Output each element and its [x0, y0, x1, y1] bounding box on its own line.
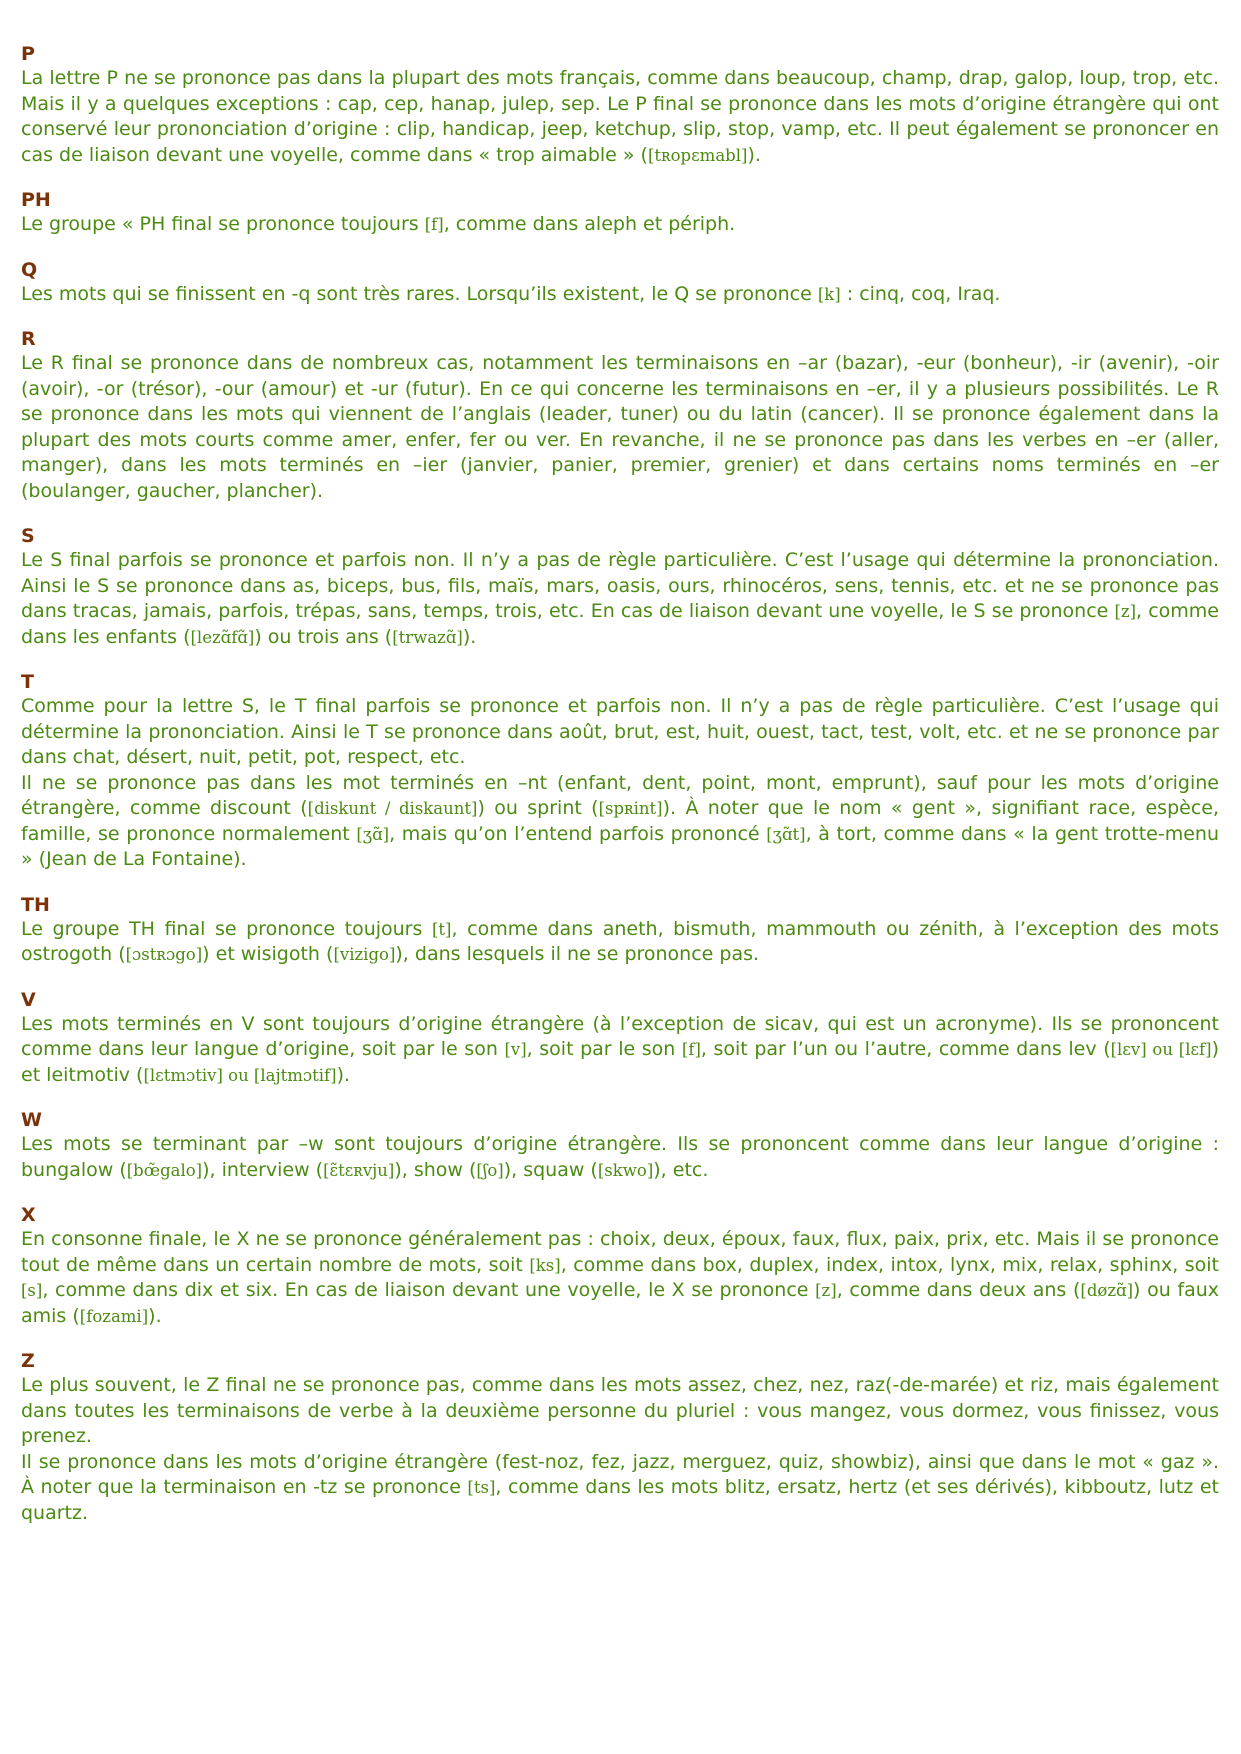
phonetic-transcription: [s]: [21, 1281, 43, 1300]
section-heading: T: [21, 671, 34, 693]
text-run: En consonne finale, le X ne se prononce généralement pas : choix, deux, époux, faux, flux, paix, prix, etc. Mais il se prononce tout de même dans un certain nombre de mots, soit: [21, 1228, 1219, 1276]
phonetic-transcription: [ɔstʀɔgo]: [125, 945, 203, 964]
section-ph: [21, 188, 1219, 238]
section-q: [21, 258, 1219, 308]
phonetic-transcription: [ʒɑ̃t]: [766, 824, 806, 844]
text-run: ).: [148, 1304, 162, 1327]
text-run: ) et wisigoth (: [202, 943, 334, 965]
text-run: Le S final parfois se prononce et parfois non. Il n’y a pas de règle particulière. C’est l’usage qui détermine la prononciation. Ainsi le S se prononce dans as, biceps, bus, fils, maïs, mars, oasis, ours, rhinocéros, sens, tennis, etc. et ne se prononce pas dans tracas, jamais, parfois, trépas, sans, temps, trois, etc. En cas de liaison devant une voyelle, le S se prononce: [21, 549, 1219, 622]
phonetic-transcription: [ʒɑ̃]: [356, 824, 390, 844]
phonetic-transcription: [fozami]: [79, 1306, 149, 1326]
phonetic-transcription: [lɛv] ou [lɛf]: [1110, 1040, 1212, 1059]
phonetic-transcription: [f]: [681, 1040, 701, 1059]
text-run: ) et leitmotiv (: [21, 1038, 1219, 1086]
paragraph: [21, 1132, 1219, 1183]
paragraph: [21, 694, 1219, 771]
text-run: , comme dans les enfants (: [21, 600, 1219, 648]
text-run: , soit par le son: [526, 1038, 682, 1060]
paragraph: [21, 548, 1219, 650]
phonetic-transcription: [z]: [815, 1281, 837, 1300]
text-run: , à tort, comme dans « la gent trotte-menu » (Jean de La Fontaine).: [21, 822, 1220, 870]
section-heading: S: [21, 525, 35, 547]
text-run: Le R final se prononce dans de nombreux cas, notamment les terminaisons en –ar (bazar), -eur (bonheur), -ir (avenir), -oir (avoir), -or (trésor), -our (amour) et -ur (futur). En ce qui concerne les terminaisons en –er, il y a plusieurs possibilités. Le R se prononce dans les mots qui viennent de l’anglais (leader, tuner) ou du latin (cancer). Il se prononce également dans la plupart des mots courts comme amer, enfer, fer ou ver. En revanche, il ne se prononce pas dans les verbes en –er (aller, manger), dans les mots terminés en –ier (janvier, panier, premier, grenier) et dans certains noms terminés en –er (boulanger, gaucher, plancher).: [21, 352, 1219, 502]
text-run: , comme dans aleph et périph.: [443, 213, 736, 235]
text-run: Le groupe « PH final se prononce toujours: [21, 213, 425, 235]
paragraph: [21, 351, 1219, 504]
text-run: ).: [462, 625, 477, 648]
phonetic-transcription: [tʀopɛmabl]: [647, 145, 748, 165]
text-run: La lettre P ne se prononce pas dans la plupart des mots français, comme dans beaucoup, champ, drap, galop, loup, trop, etc. Mais il y a quelques exceptions : cap, cep, hanap, julep, sep. Le P final se prononce dans les mots d’origine étrangère qui ont conservé leur prononciation d’origine : clip, handicap, jeep, ketchup, slip, stop, vamp, etc. Il peut également se prononcer en cas de liaison devant une voyelle, comme dans « trop aimable » (: [21, 67, 1219, 166]
section-z: [21, 1349, 1219, 1526]
text-run: , mais qu’on l’entend parfois prononcé: [389, 822, 767, 845]
section-heading: V: [21, 988, 36, 1011]
section-p: [21, 42, 1219, 168]
text-run: Il ne se prononce pas dans les mot terminés en –nt (enfant, dent, point, mont, emprunt), sauf pour les mots d’origine étrangère, comme discount (: [21, 771, 1219, 819]
section-w: [21, 1108, 1219, 1183]
section-heading: Z: [21, 1350, 35, 1372]
phonetic-transcription: [lezɑ̃fɑ̃]: [190, 627, 255, 647]
text-run: Comme pour la lettre S, le T final parfois se prononce et parfois non. Il n’y a pas de règle particulière. C’est l’usage qui détermine la prononciation. Ainsi le T se prononce dans août, brut, est, huit, ouest, tact, test, volt, etc. et ne se prononce par dans chat, désert, nuit, petit, pot, respect, etc.: [21, 695, 1219, 768]
section-heading: W: [21, 1109, 42, 1131]
text-run: ) ou sprint (: [477, 797, 599, 819]
text-run: Les mots qui se finissent en -q sont très rares. Lorsqu’ils existent, le Q se prononce: [21, 282, 818, 305]
phonetic-transcription: [diskunt / diskaunt]: [307, 799, 478, 818]
paragraph: [21, 771, 1219, 873]
text-run: Les mots se terminant par –w sont toujours d’origine étrangère. Ils se prononcent comme dans leur langue d’origine : bungalow (: [21, 1133, 1219, 1181]
paragraph: [21, 1450, 1219, 1527]
section-heading: TH: [21, 893, 50, 916]
phonetic-transcription: [skwo]: [597, 1160, 654, 1180]
paragraph: [21, 917, 1219, 968]
section-t: [21, 670, 1219, 873]
text-run: , comme dans aneth, bismuth, mammouth ou zénith, à l’exception des mots ostrogoth (: [21, 917, 1220, 965]
text-run: Le groupe TH final se prononce toujours: [21, 917, 432, 940]
text-run: Le plus souvent, le Z final ne se prononce pas, comme dans les mots assez, chez, nez, raz(-de-marée) et riz, mais également dans toutes les terminaisons de verbe à la deuxième personne du pluriel : vous mangez, vous dormez, vous finissez, vous prenez.: [21, 1374, 1219, 1447]
text-run: Les mots terminés en V sont toujours d’origine étrangère (à l’exception de sicav, qui est un acronyme). Ils se prononcent comme dans leur langue d’origine, soit par le son: [21, 1012, 1219, 1060]
text-run: ).: [336, 1063, 351, 1086]
text-run: , soit par l’un ou l’autre, comme dans lev (: [700, 1038, 1111, 1060]
section-th: [21, 893, 1219, 968]
phonetic-transcription: [f]: [424, 215, 444, 234]
text-run: ).: [747, 143, 761, 166]
paragraph: [21, 66, 1219, 168]
phonetic-transcription: [k]: [817, 284, 841, 304]
text-run: , comme dans box, duplex, index, intox, lynx, mix, relax, sphinx, soit: [560, 1253, 1219, 1276]
text-run: ), dans lesquels il ne se prononce pas.: [395, 943, 760, 965]
section-v: [21, 988, 1219, 1089]
paragraph: [21, 1373, 1219, 1450]
text-run: : cinq, coq, Iraq.: [840, 282, 1001, 305]
text-run: ), show (: [394, 1158, 477, 1181]
paragraph: [21, 282, 1219, 308]
phonetic-transcription: [ʃo]: [476, 1160, 504, 1180]
text-run: ), squaw (: [503, 1158, 598, 1181]
phonetic-transcription: [lɛtmɔtiv] ou [lajtmɔtif]: [143, 1065, 337, 1085]
paragraph: [21, 212, 1219, 238]
section-r: [21, 327, 1219, 504]
paragraph: [21, 1012, 1219, 1089]
text-run: ) ou trois ans (: [254, 625, 393, 648]
text-run: , comme dans dix et six. En cas de liaison devant une voyelle, le X se prononce: [42, 1279, 816, 1301]
section-heading: Q: [21, 258, 38, 281]
section-heading: P: [21, 43, 35, 65]
phonetic-transcription: [ɛ̃tɛʀvju]: [323, 1160, 395, 1180]
phonetic-transcription: [ks]: [529, 1255, 561, 1275]
text-run: ), interview (: [202, 1158, 324, 1181]
text-run: ). À noter que le nom « gent », signifiant race, espèce, famille, se prononce normalement: [21, 797, 1219, 845]
section-s: [21, 524, 1219, 650]
text-run: , comme dans les mots blitz, ersatz, hertz (et ses dérivés), kibboutz, lutz et quartz.: [21, 1476, 1219, 1524]
section-heading: X: [21, 1204, 36, 1226]
text-run: , comme dans deux ans (: [836, 1279, 1081, 1301]
phonetic-transcription: [døzɑ̃]: [1080, 1281, 1134, 1300]
phonetic-transcription: [trwazɑ̃]: [392, 627, 463, 647]
phonetic-transcription: [bœ̃galo]: [126, 1160, 203, 1180]
phonetic-transcription: [v]: [504, 1040, 527, 1059]
document-page: [21, 42, 1219, 1546]
phonetic-transcription: [ts]: [467, 1478, 496, 1497]
phonetic-transcription: [vizigo]: [333, 945, 396, 964]
text-run: ) ou faux amis (: [21, 1279, 1220, 1327]
section-heading: PH: [21, 189, 51, 211]
phonetic-transcription: [t]: [431, 919, 452, 939]
phonetic-transcription: [spʀint]: [598, 799, 663, 818]
text-run: ), etc.: [653, 1158, 709, 1181]
phonetic-transcription: [z]: [1114, 602, 1137, 621]
section-x: [21, 1203, 1219, 1329]
paragraph: [21, 1227, 1219, 1329]
text-run: Il se prononce dans les mots d’origine étrangère (fest-noz, fez, jazz, merguez, quiz, showbiz), ainsi que dans le mot « gaz ». À noter que la terminaison en -tz se prononce: [21, 1450, 1219, 1498]
section-heading: R: [21, 328, 36, 350]
